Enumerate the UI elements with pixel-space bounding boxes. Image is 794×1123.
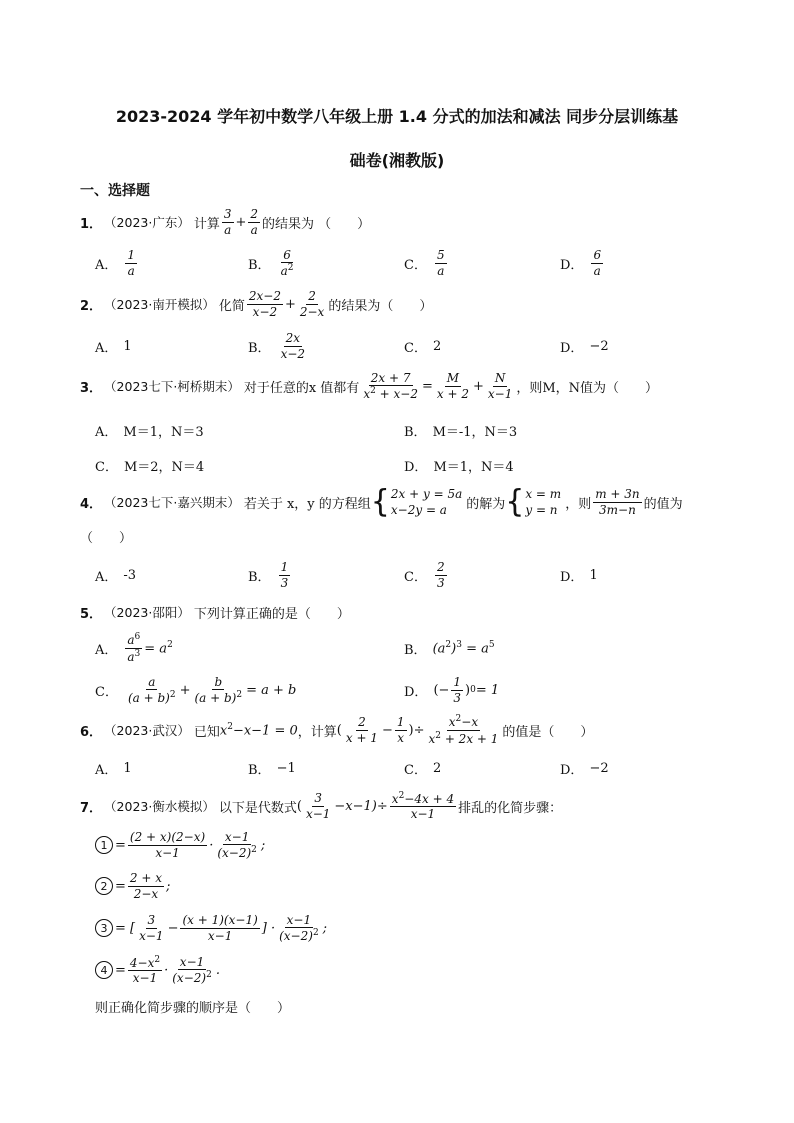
- option-c: C． 2: [404, 338, 442, 356]
- option-d: D． (− $\frac{1}{3}$ ) 0 = 1: [404, 675, 500, 705]
- question-text: 的结果为（ ）: [328, 298, 433, 314]
- option-d: D． M＝1，N＝4: [404, 459, 514, 475]
- operator: +: [284, 296, 296, 312]
- option-d: D． −2: [560, 338, 609, 356]
- question-source: （2023·武汉）: [104, 723, 190, 738]
- question-text: 以下是代数式: [218, 800, 297, 816]
- operator: ÷: [413, 722, 425, 738]
- answer-blank: （ ）: [80, 530, 133, 546]
- question-text: 已知: [193, 724, 220, 740]
- question-text: 的解为: [466, 496, 506, 512]
- fraction: $\frac{M}{x + 2}$: [436, 371, 469, 401]
- question-text: ，则: [565, 496, 592, 512]
- option-d: D． 1: [560, 567, 598, 585]
- brace: {: [505, 483, 525, 520]
- fraction: $\frac{x^2-4x + 4}{x-1}$: [391, 790, 455, 821]
- operator: =: [421, 378, 433, 394]
- question-number: 7．: [80, 800, 103, 816]
- step-3: 3 = [ $\frac{3}{x-1}$ − $\frac{(x + 1)(x-1)}{x-1}$ ] · $\frac{x-1}{(x-2)^2}$ ;: [95, 908, 327, 948]
- fraction: $\frac{2x + 7}{x^2 + x-2}$: [363, 370, 418, 401]
- question-6: 6． （2023·武汉） 已知 $x^2-x-1 = 0$ ，计算 ( $\frac{2}{x + 1}$ − $\frac{1}{x}$ ) ÷ $\frac{x^2-x}{x^2 + 2x + 1}$ 的值是（ ）: [80, 714, 594, 746]
- title-line-1: 2023-2024 学年初中数学八年级上册 1.4 分式的加法和减法 同步分层训练基: [115, 107, 679, 126]
- question-number: 3．: [80, 380, 103, 396]
- question-number: 2．: [80, 298, 103, 314]
- option-c: C． 2: [404, 760, 442, 778]
- question-text: 计算: [193, 216, 220, 232]
- section-heading: 一、选择题: [80, 183, 150, 199]
- question-number: 6．: [80, 724, 103, 740]
- solution-system: x = m y = n: [525, 486, 562, 517]
- step-1: 1 = $\frac{(2 + x)(2-x)}{x-1}$ · $\frac{x-1}{(x-2)^2}$ ;: [95, 825, 265, 865]
- question-3: [80, 364, 658, 408]
- option-b: B． $\frac{1}{3}$: [248, 560, 289, 590]
- title-line-2: 础卷(湘教版): [349, 151, 445, 170]
- operator: +: [472, 378, 484, 394]
- fraction: $\frac{2x-2}{x-2}$: [248, 289, 281, 319]
- option-b: B． $\frac{6}{a^2}$: [248, 247, 294, 278]
- option-b: B． M＝-1，N＝3: [404, 424, 518, 440]
- operator: ÷: [376, 798, 388, 814]
- question-4: [80, 480, 683, 524]
- fraction: $\frac{2}{2-x}$: [299, 289, 325, 319]
- question-text: 的结果为 （ ）: [262, 216, 371, 232]
- fraction: $\frac{x^2-x}{x^2 + 2x + 1}$: [428, 714, 499, 746]
- question-text: 化简: [218, 298, 245, 314]
- question-source: （2023·南开模拟）: [104, 297, 215, 312]
- question-1: [80, 200, 370, 244]
- question-number: 4．: [80, 496, 103, 512]
- question-number: 5．: [80, 606, 103, 622]
- condition: $x^2-x-1 = 0$: [219, 721, 298, 739]
- option-b: B． $(a^2)^3 = a^5$: [404, 639, 495, 658]
- equation-system: 2x + y = 5a x−2y = a: [390, 486, 463, 517]
- question-source: （2023·衡水模拟）: [104, 799, 215, 814]
- step-2: 2 = $\frac{2 + x}{2-x}$ ;: [95, 866, 170, 906]
- question-text: 的值是（ ）: [502, 724, 594, 740]
- fraction: $\frac{3}{a}$: [223, 207, 232, 237]
- option-a: A． $\frac{a^6}{a^3}$ = $a^2$: [95, 632, 173, 664]
- question-7-prompt: 则正确化简步骤的顺序是（ ）: [95, 1000, 291, 1016]
- option-c: C． M＝2，N＝4: [95, 459, 205, 475]
- option-b: B． −1: [248, 760, 296, 778]
- question-number: 1．: [80, 216, 103, 232]
- fraction: $\frac{3}{x-1}$: [305, 791, 331, 821]
- step-4: 4 = $\frac{4-x^2}{x-1}$ · $\frac{x-1}{(x-2)^2}$ .: [95, 950, 220, 990]
- option-c: C． $\frac{2}{3}$: [404, 560, 445, 590]
- operator: +: [235, 214, 247, 230]
- question-source: （2023·邵阳）: [104, 605, 190, 620]
- option-a: A． $\frac{1}{a}$: [95, 248, 136, 278]
- option-a: A． -3: [95, 567, 137, 585]
- question-source: （2023·广东）: [104, 215, 190, 230]
- question-text: ，则M，N值为（ ）: [516, 380, 659, 396]
- fraction: $\frac{1}{x}$: [396, 715, 405, 745]
- question-source: （2023七下·柯桥期末）: [104, 379, 240, 394]
- question-text: 若关于 x，y 的方程组: [243, 496, 371, 512]
- option-a: A． M＝1，N＝3: [95, 424, 204, 440]
- option-d: D． $\frac{6}{a}$: [560, 248, 602, 278]
- question-text: 的值为: [643, 496, 683, 512]
- question-text: ，计算: [297, 724, 337, 740]
- fraction: $\frac{m + 3n}{3m-n}$: [595, 487, 640, 517]
- question-text: 排乱的化简步骤：: [458, 800, 563, 816]
- question-2: [80, 282, 432, 326]
- option-d: D． −2: [560, 760, 609, 778]
- brace: {: [370, 483, 390, 520]
- option-b: B． $\frac{2x}{x-2}$: [248, 331, 306, 361]
- fraction: $\frac{2}{a}$: [250, 207, 259, 237]
- question-text: 下列计算正确的是（ ）: [193, 606, 350, 622]
- fraction: $\frac{2}{x + 1}$: [345, 715, 378, 745]
- option-a: A． 1: [95, 338, 132, 356]
- fraction: $\frac{N}{x-1}$: [487, 371, 513, 401]
- option-c: C． $\frac{5}{a}$: [404, 248, 445, 278]
- question-text: 对于任意的x 值都有: [243, 380, 360, 396]
- question-source: （2023七下·嘉兴期末）: [104, 495, 240, 510]
- option-a: A． 1: [95, 760, 132, 778]
- option-c: C． $\frac{a}{(a + b)^2}$ + $\frac{b}{(a + b)^2}$ = a + b: [95, 674, 297, 705]
- question-7: 7． （2023·衡水模拟） 以下是代数式 ( $\frac{3}{x-1}$ −x−1) ÷ $\frac{x^2-4x + 4}{x-1}$ 排乱的化简步骤：: [80, 790, 563, 821]
